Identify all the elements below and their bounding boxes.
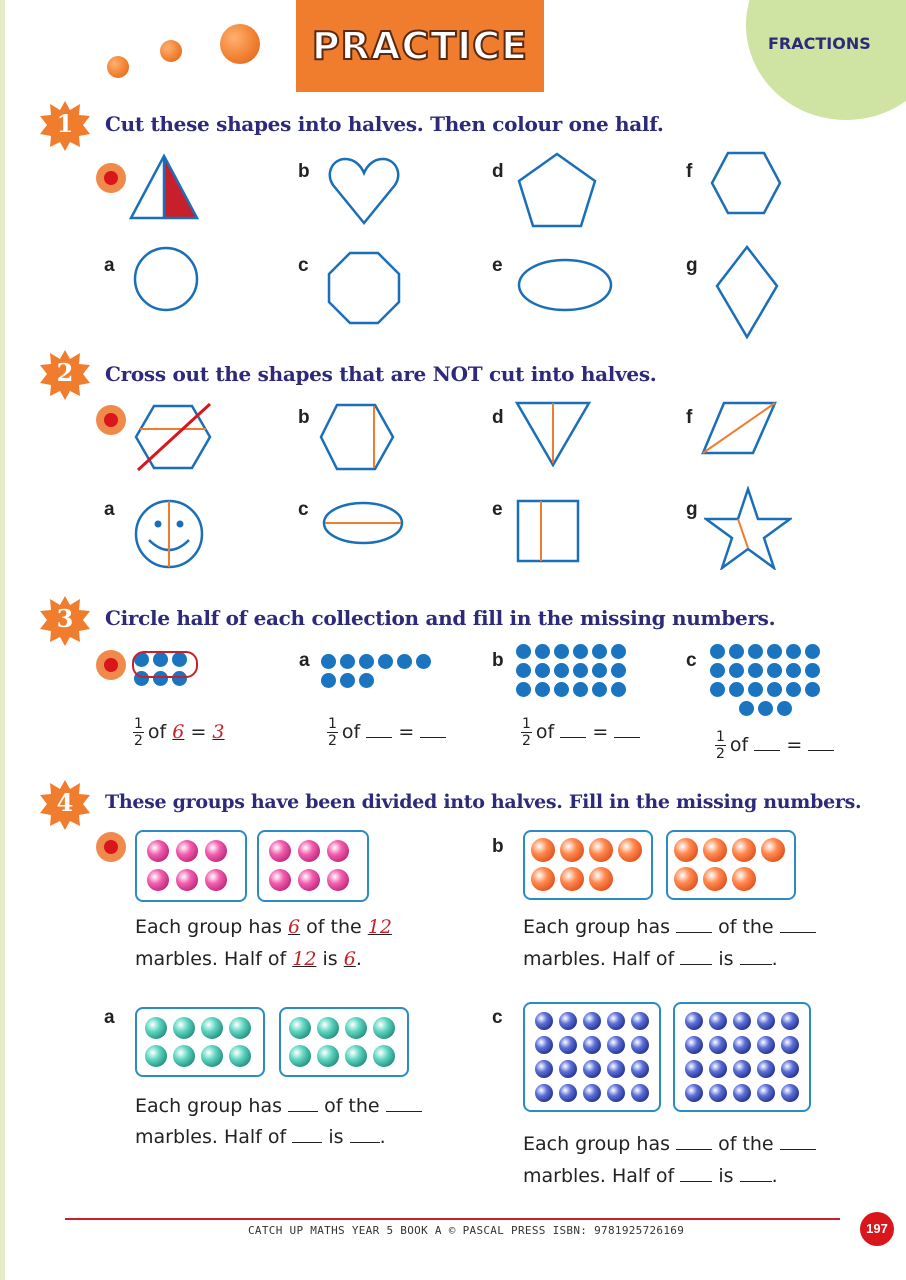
period: . (771, 948, 778, 970)
shape-square-split (515, 498, 581, 564)
fraction-b (521, 716, 640, 749)
topic-corner-tab (746, 0, 906, 120)
frac-denominator: 2 (522, 733, 531, 749)
marble (145, 1045, 167, 1067)
dot-collection-a (321, 654, 441, 694)
marble (685, 1060, 703, 1078)
collection-dot (321, 673, 336, 688)
marble (373, 1017, 395, 1039)
label-a: a (299, 650, 310, 671)
footer-text: CATCH UP MATHS YEAR 5 BOOK A © PASCAL PRESS ISBN: 9781925726169 (248, 1224, 685, 1237)
collection-dot (554, 644, 569, 659)
collection-dot (554, 682, 569, 697)
shape-parallelogram-halved (700, 400, 778, 456)
collection-dot (710, 682, 725, 697)
marble (205, 869, 227, 891)
collection-dot (805, 682, 820, 697)
collection-dot (592, 663, 607, 678)
label-e: e (492, 499, 503, 520)
label-b: b (492, 650, 504, 671)
marble (229, 1017, 251, 1039)
marble (327, 840, 349, 862)
q2-instruction: Cross out the shapes that are NOT cut into halves. (105, 362, 657, 386)
shape-circle (133, 246, 199, 312)
marble (781, 1036, 799, 1054)
marble (176, 869, 198, 891)
marble (781, 1012, 799, 1030)
marble (781, 1060, 799, 1078)
period: . (355, 948, 362, 970)
frac-numerator: 1 (716, 729, 725, 745)
marble (147, 840, 169, 862)
collection-dot (535, 682, 550, 697)
label-g: g (686, 499, 698, 520)
marble (757, 1036, 775, 1054)
answer-blank[interactable] (808, 749, 834, 751)
marble (317, 1017, 339, 1039)
shape-heart (327, 155, 401, 227)
collection-dot (416, 654, 431, 669)
marble-group-box (523, 830, 653, 900)
collection-dot (729, 682, 744, 697)
collection-dot (321, 654, 336, 669)
answer-blank[interactable] (560, 736, 586, 738)
marble (733, 1084, 751, 1102)
label-a: a (104, 1007, 115, 1028)
marble (173, 1045, 195, 1067)
collection-dot (739, 701, 754, 716)
period: . (379, 1126, 386, 1148)
marble (531, 838, 555, 862)
answer-blank[interactable] (366, 736, 392, 738)
collection-dot (535, 644, 550, 659)
marble (535, 1036, 553, 1054)
text-half-of: marbles. Half of (523, 948, 675, 970)
marble (732, 838, 756, 862)
shape-star-split (704, 486, 792, 570)
example-marker (96, 832, 126, 862)
marble (685, 1012, 703, 1030)
collection-dot (786, 663, 801, 678)
shape-octagon (326, 250, 402, 326)
marble (589, 838, 613, 862)
marble (298, 869, 320, 891)
frac-numerator: 1 (134, 716, 143, 732)
collection-dot (611, 682, 626, 697)
answer-blank[interactable] (350, 1141, 380, 1143)
label-f: f (686, 161, 693, 182)
marble (559, 1084, 577, 1102)
collection-dot (786, 682, 801, 697)
marble (560, 867, 584, 891)
q4-instruction: These groups have been divided into halves. Fill in the missing numbers. (105, 791, 862, 813)
collection-dot (758, 701, 773, 716)
shape-hexagon-crossed-example (132, 400, 216, 474)
shape-kite (714, 244, 780, 340)
decor-ball-large (220, 24, 260, 64)
collection-dot (611, 644, 626, 659)
collection-dot (340, 654, 355, 669)
marble (685, 1036, 703, 1054)
q4-example-line1 (135, 916, 392, 938)
collection-dot (592, 682, 607, 697)
shape-ellipse (516, 257, 614, 313)
text-each-group: Each group has (135, 916, 282, 938)
example-marker (96, 405, 126, 435)
answer-blank[interactable] (680, 1180, 712, 1182)
fraction-c (715, 729, 834, 762)
marble (176, 840, 198, 862)
marble (703, 838, 727, 862)
marble (145, 1017, 167, 1039)
label-c: c (686, 650, 697, 671)
text-each-group: Each group has (523, 916, 670, 938)
question-number: 2 (56, 358, 74, 387)
collection-dot (397, 654, 412, 669)
collection-dot (516, 644, 531, 659)
marble (607, 1012, 625, 1030)
collection-dot (748, 682, 763, 697)
answer-blank[interactable] (740, 963, 772, 965)
text-each-group: Each group has (523, 1133, 670, 1155)
marble (289, 1017, 311, 1039)
fraction-a (327, 716, 446, 749)
answer-blank[interactable] (420, 736, 446, 738)
collection-dot (573, 663, 588, 678)
of-word: of (341, 721, 361, 743)
of-word: of (535, 721, 555, 743)
answer-blank[interactable] (754, 749, 780, 751)
marble (147, 869, 169, 891)
marble (733, 1036, 751, 1054)
label-b: b (298, 407, 310, 428)
collection-dot (573, 682, 588, 697)
collection-dot (748, 644, 763, 659)
label-c: c (492, 1007, 503, 1028)
text-of-the: of the (718, 916, 774, 938)
label-b: b (492, 836, 504, 857)
marble (229, 1045, 251, 1067)
answer-total: 12 (367, 916, 392, 938)
question-number: 3 (56, 604, 74, 633)
label-c: c (298, 255, 309, 276)
marble (709, 1060, 727, 1078)
marble (531, 867, 555, 891)
text-half-of: marbles. Half of (523, 1165, 675, 1187)
marble (703, 867, 727, 891)
marble (709, 1084, 727, 1102)
footer-rule (65, 1218, 840, 1220)
marble (631, 1084, 649, 1102)
example-marker (96, 650, 126, 680)
marble (618, 838, 642, 862)
marble (559, 1012, 577, 1030)
label-b: b (298, 161, 310, 182)
marble-group-box (257, 830, 369, 902)
marble (631, 1012, 649, 1030)
of-word: of (147, 721, 167, 743)
marble (607, 1036, 625, 1054)
shape-hexagon-halved (318, 402, 396, 472)
period: . (771, 1165, 778, 1187)
answer-blank[interactable] (680, 963, 712, 965)
label-d: d (492, 161, 504, 182)
marble-group-box (523, 1002, 661, 1112)
example-total: 6 (172, 721, 185, 743)
text-is: is (322, 948, 338, 970)
marble (674, 867, 698, 891)
equals-sign: = (190, 721, 207, 743)
text-is: is (718, 1165, 734, 1187)
marble (289, 1045, 311, 1067)
collection-dot (554, 663, 569, 678)
shape-hexagon (709, 150, 783, 216)
label-f: f (686, 407, 693, 428)
label-c: c (298, 499, 309, 520)
text-is: is (328, 1126, 344, 1148)
label-e: e (492, 255, 503, 276)
marble (317, 1045, 339, 1067)
collection-dot (767, 663, 782, 678)
answer-blank[interactable] (676, 931, 712, 933)
example-marker (96, 163, 126, 193)
q1-instruction: Cut these shapes into halves. Then colour one half. (105, 112, 664, 136)
example-half: 3 (212, 721, 225, 743)
answer-blank[interactable] (386, 1110, 422, 1112)
collection-dot (805, 644, 820, 659)
marble (781, 1084, 799, 1102)
marble (757, 1012, 775, 1030)
marble-group-box (135, 1007, 265, 1077)
marble (733, 1012, 751, 1030)
answer-half-of: 12 (292, 948, 317, 970)
marble (709, 1012, 727, 1030)
collection-dot (777, 701, 792, 716)
answer-blank[interactable] (780, 931, 816, 933)
marble (733, 1060, 751, 1078)
question-number: 1 (56, 109, 74, 138)
marble (631, 1036, 649, 1054)
frac-denominator: 2 (328, 733, 337, 749)
answer-blank[interactable] (780, 1148, 816, 1150)
collection-dot (359, 654, 374, 669)
collection-dot (767, 644, 782, 659)
page-number: 197 (860, 1212, 894, 1246)
collection-dot (786, 644, 801, 659)
equals-sign: = (398, 721, 415, 743)
collection-dot (340, 673, 355, 688)
marble (205, 840, 227, 862)
marble (589, 867, 613, 891)
topic-label: FRACTIONS (768, 34, 871, 53)
collection-dot (516, 682, 531, 697)
answer-blank[interactable] (614, 736, 640, 738)
q3-instruction: Circle half of each collection and fill in the missing numbers. (105, 606, 776, 630)
label-g: g (686, 255, 698, 276)
marble (345, 1045, 367, 1067)
left-margin-strip (0, 0, 5, 1280)
q4-example-line2 (135, 948, 362, 970)
collection-dot (729, 663, 744, 678)
frac-denominator: 2 (134, 733, 143, 749)
marble (535, 1084, 553, 1102)
of-word: of (729, 734, 749, 756)
marble (583, 1084, 601, 1102)
collection-dot (359, 673, 374, 688)
collection-dot (729, 644, 744, 659)
shape-triangle-example (125, 150, 203, 222)
marble (535, 1012, 553, 1030)
label-a: a (104, 499, 115, 520)
collection-dot (592, 644, 607, 659)
marble (583, 1012, 601, 1030)
marble (269, 840, 291, 862)
marble (583, 1036, 601, 1054)
decor-ball-small (107, 56, 129, 78)
marble (709, 1036, 727, 1054)
practice-title: PRACTICE (311, 24, 529, 68)
answer-blank[interactable] (288, 1110, 318, 1112)
marble (559, 1036, 577, 1054)
decor-ball-medium (160, 40, 182, 62)
marble-group-box (279, 1007, 409, 1077)
marble (345, 1017, 367, 1039)
q4a-line1 (135, 1095, 422, 1117)
collection-dot (573, 644, 588, 659)
marble (757, 1084, 775, 1102)
shape-triangle-halved (514, 400, 592, 468)
text-half-of: marbles. Half of (135, 1126, 287, 1148)
marble (757, 1060, 775, 1078)
q4c-line1 (523, 1133, 816, 1155)
answer-is: 6 (343, 948, 356, 970)
shape-smiley-halved (133, 498, 205, 570)
marble (269, 869, 291, 891)
collection-dot (767, 682, 782, 697)
answer-blank[interactable] (292, 1141, 322, 1143)
marble-group-box (673, 1002, 811, 1112)
q4a-line2 (135, 1126, 386, 1148)
dot-collection-c (710, 644, 830, 720)
collection-dot (805, 663, 820, 678)
text-half-of: marbles. Half of (135, 948, 287, 970)
answer-blank[interactable] (740, 1180, 772, 1182)
collection-dot (378, 654, 393, 669)
collection-dot (710, 644, 725, 659)
text-of-the: of the (324, 1095, 380, 1117)
collection-dot (611, 663, 626, 678)
marble (201, 1017, 223, 1039)
marble (173, 1017, 195, 1039)
answer-group: 6 (288, 916, 301, 938)
marble (535, 1060, 553, 1078)
fraction-example (133, 716, 225, 749)
equals-sign: = (592, 721, 609, 743)
marble (732, 867, 756, 891)
label-a: a (104, 255, 115, 276)
marble (607, 1060, 625, 1078)
marble (560, 838, 584, 862)
shape-pentagon (516, 151, 598, 229)
marble (559, 1060, 577, 1078)
marble (685, 1084, 703, 1102)
collection-dot (516, 663, 531, 678)
label-d: d (492, 407, 504, 428)
marble (674, 838, 698, 862)
marble-group-box (135, 830, 247, 902)
text-is: is (718, 948, 734, 970)
frac-numerator: 1 (522, 716, 531, 732)
q4b-line2 (523, 948, 778, 970)
q4c-line2 (523, 1165, 778, 1187)
text-of-the: of the (306, 916, 362, 938)
shape-ellipse-halved (321, 500, 405, 546)
marble (607, 1084, 625, 1102)
equals-sign: = (786, 734, 803, 756)
marble-group-box (666, 830, 796, 900)
marble (327, 869, 349, 891)
text-each-group: Each group has (135, 1095, 282, 1117)
question-number: 4 (56, 788, 74, 817)
answer-blank[interactable] (676, 1148, 712, 1150)
marble (201, 1045, 223, 1067)
marble (373, 1045, 395, 1067)
collection-dot (710, 663, 725, 678)
q4b-line1 (523, 916, 816, 938)
marble (583, 1060, 601, 1078)
frac-numerator: 1 (328, 716, 337, 732)
text-of-the: of the (718, 1133, 774, 1155)
dot-collection-b (516, 644, 636, 700)
collection-dot (535, 663, 550, 678)
collection-dot (748, 663, 763, 678)
frac-denominator: 2 (716, 746, 725, 762)
half-circle-ring (132, 651, 198, 678)
marble (631, 1060, 649, 1078)
marble (298, 840, 320, 862)
marble (761, 838, 785, 862)
